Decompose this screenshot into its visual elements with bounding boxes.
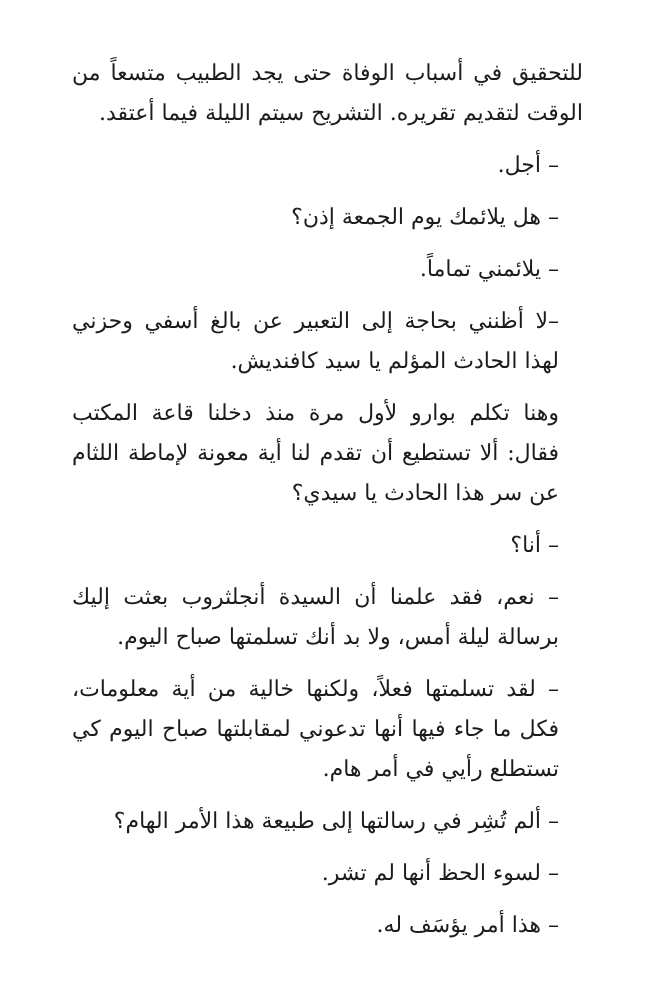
dialog-line-10: – هذا أمر يؤسَف له. (376, 913, 559, 938)
dialog-line-5: – أنا؟ (510, 533, 559, 558)
dialog-line-6: – نعم، فقد علمنا أن السيدة أنجلثروب بعثت إليك برسالة ليلة أمس، ولا بد أنك تسلمتها صباح اليوم. (72, 585, 559, 650)
dialog-line-4: –لا أظنني بحاجة إلى التعبير عن بالغ أسفي وحزني لهذا الحادث المؤلم يا سيد كافنديش. (72, 309, 559, 374)
dialog-line-7: – لقد تسلمتها فعلاً، ولكنها خالية من أية معلومات، فكل ما جاء فيها أنها تدعوني لمقابلتها صباح اليوم كي تستطلع رأيي في أمر هام. (72, 677, 559, 782)
dialog-line-2: – هل يلائمك يوم الجمعة إذن؟ (291, 205, 559, 230)
dialog-line-8: – ألم تُشِر في رسالتها إلى طبيعة هذا الأمر الهام؟ (113, 809, 559, 834)
dialog-line-9: – لسوء الحظ أنها لم تشر. (321, 861, 559, 886)
paragraph-intro: للتحقيق في أسباب الوفاة حتى يجد الطبيب متسعاً من الوقت لتقديم تقريره. التشريح سيتم الليلة فيما أعتقد. (72, 61, 583, 126)
narration-poirot: وهنا تكلم بوارو لأول مرة منذ دخلنا قاعة المكتب فقال: ألا تستطيع أن تقدم لنا أية معونة لإماطة اللثام عن سر هذا الحادث يا سيدي؟ (72, 401, 559, 506)
dialog-line-1: – أجل. (497, 153, 559, 178)
dialog-line-3: – يلائمني تماماً. (419, 257, 559, 282)
